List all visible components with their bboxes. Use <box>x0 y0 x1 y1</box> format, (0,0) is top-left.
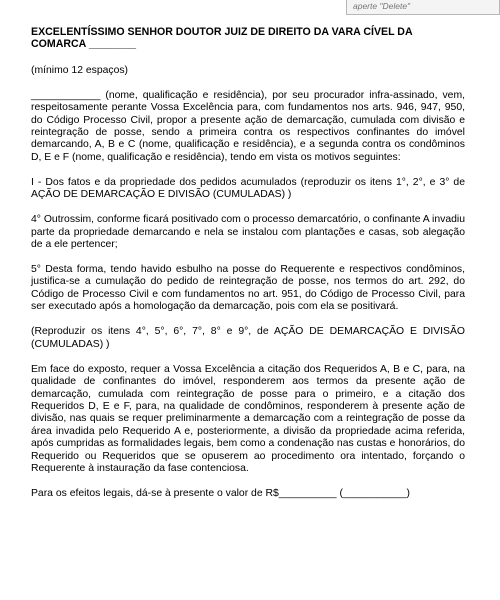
comment-text: aperte "Delete" <box>353 1 411 11</box>
paragraph-intro: ____________ (nome, qualificação e residência), por seu procurador infra-assinado, vem, respeitosamente perante Vossa Excelência para, com fundamentos nos arts. 946, 947, 950, do Código Processo Civil, propor a presente ação de demarcação, cumulada com divisão e reintegração de posse, sendo a primeira contra os respectivos confinantes do imóvel demarcando, A, B e C (nome, qualificação e residência), e a segunda contra os condôminos D, E e F (nome, qualificação e residência), tendo em vista os motivos seguintes: <box>31 89 465 163</box>
paragraph-facts: I - Dos fatos e da propriedade dos pedidos acumulados (reproduzir os itens 1°, 2°, e 3° de AÇÃO DE DEMARCAÇÃO E DIVISÃO (CUMULADAS) ) <box>31 176 465 201</box>
paragraph-item-5: 5° Desta forma, tendo havido esbulho na posse do Requerente e respectivos condôminos, justifica-se a cumulação do pedido de reintegração de posse, nos termos do art. 292, do Código de Processo Civil e com fundamentos no art. 951, do Código de Processo Civil, para ser executado após a homologação da demarcação, pois com ela se positivará. <box>31 264 465 313</box>
paragraph-item-4: 4° Outrossim, conforme ficará positivado com o processo demarcatório, o confinante A invadiu parte da propriedade demarcando e nela se instalou com plantações e casas, sob alegação de a ele pertencer; <box>31 214 465 251</box>
paragraph-value: Para os efeitos legais, dá-se à presente o valor de R$__________ (___________) <box>31 487 410 499</box>
comment-balloon <box>346 0 500 15</box>
document-heading: EXCELENTÍSSIMO SENHOR DOUTOR JUIZ DE DIREITO DA VARA CÍVEL DA COMARCA ________ <box>31 26 413 51</box>
paragraph-request: Em face do exposto, requer a Vossa Excelência a citação dos Requeridos A, B e C, para, na qualidade de confinantes do imóvel, responderem aos termos da presente ação de demarcação, cumulada com reintegração de posse para o primeiro, e a citação dos Requeridos D, E e F, para, na qualidade de condôminos, responderem à presente ação de divisão, nas quais se requer preliminarmente a demarcação com a reintegração de posse da área invadida pelo Requerido A e, posteriormente, a divisão da propriedade acima referida, após cumpridas as formalidades legais, bem como a condenação nas custas e honorários, do Requerido ou Requeridos que se opuserem ao procedimento ora intentado, forçando o Requerente à instauração da fase contenciosa. <box>31 363 465 474</box>
document-page <box>31 26 465 513</box>
spacing-note: (mínimo 12 espaços) <box>31 64 129 76</box>
paragraph-reproduce: (Reproduzir os itens 4°, 5°, 6°, 7°, 8° e 9°, de AÇÃO DE DEMARCAÇÃO E DIVISÃO (CUMULADAS) ) <box>31 326 465 350</box>
